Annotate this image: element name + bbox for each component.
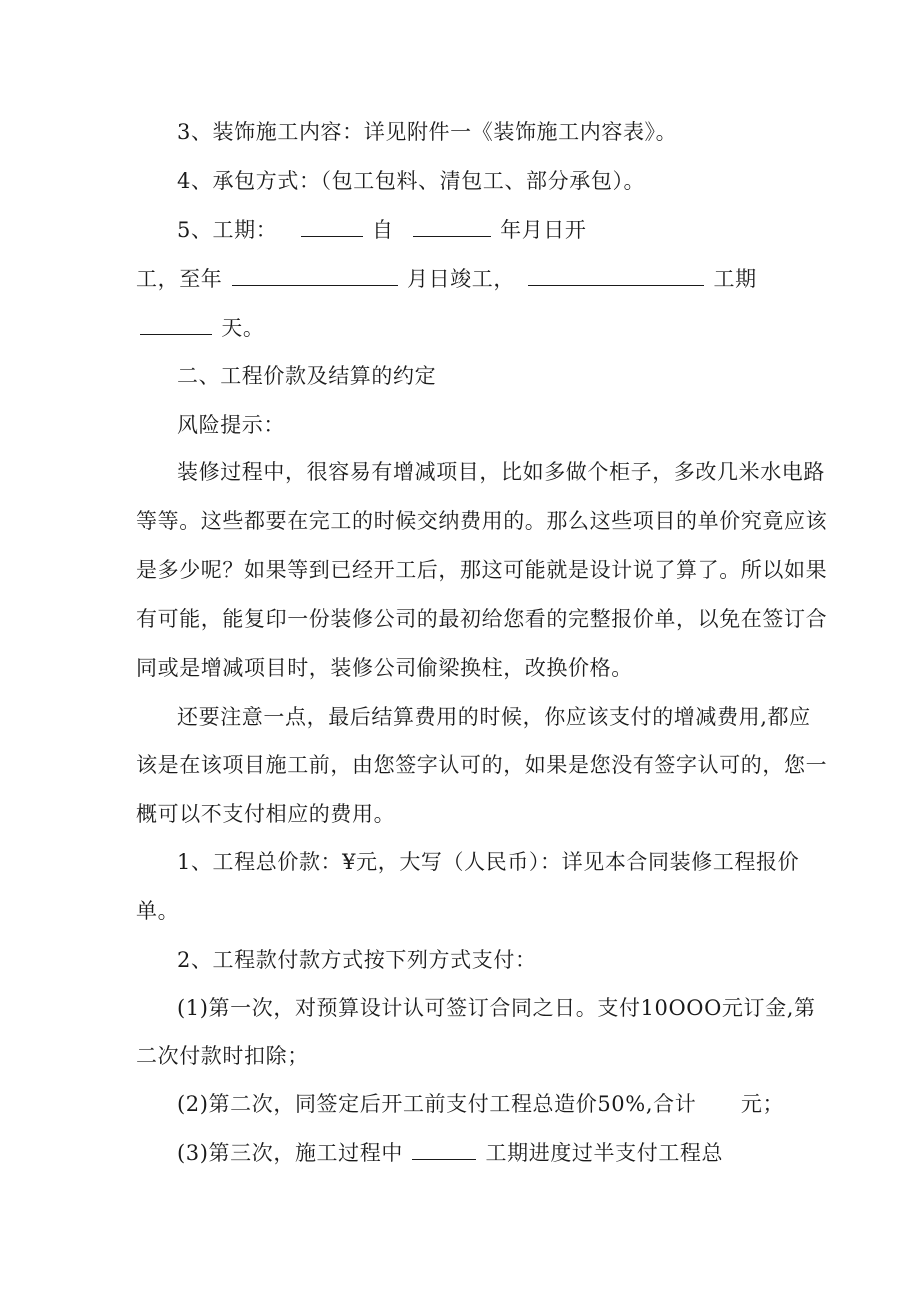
clause-5-duration (177, 214, 587, 245)
paragraph-line (136, 653, 633, 683)
line-text: 天。 (221, 316, 265, 340)
line-text: 工期 (713, 267, 757, 291)
line-text: 元； (740, 1092, 785, 1116)
blank-underline (140, 312, 212, 335)
line-text: 是多少呢？如果等到已经开工后，那这可能就是设计说了算了。所以如果 (136, 558, 828, 582)
clause-4-contract-method (177, 166, 645, 196)
line-text: (1)第一次，对预算设计认可签订合同之日。支付10OOO元订金,第 (177, 996, 816, 1020)
paragraph-line (136, 506, 827, 536)
line-text: 同或是增减项目时，装修公司偷梁换柱，改换价格。 (136, 656, 633, 680)
blank-underline (412, 1137, 476, 1160)
clause-2-payment-method (177, 945, 537, 975)
line-text: 有可能，能复印一份装修公司的最初给您看的完整报价单，以免在签订合 (136, 607, 828, 631)
line-text: 二次付款时扣除； (136, 1044, 309, 1068)
clause-5-duration-cont (136, 263, 757, 294)
paragraph-line (136, 555, 827, 585)
line-text: 装修过程中，很容易有增减项目，比如多做个柜子，多改几米水电路 (177, 460, 825, 484)
clause-3-decoration-content (177, 117, 677, 147)
paragraph-line (177, 702, 811, 732)
line-text: 工，至年 (136, 267, 223, 291)
payment-step-1-cont (136, 1041, 309, 1071)
line-text: 年月日开 (500, 218, 587, 242)
clause-5-duration-days (140, 312, 264, 343)
line-text: 4、承包方式：（包工包料、清包工、部分承包）。 (177, 169, 646, 193)
clause-1-total-price (177, 847, 799, 877)
line-text: 3、装饰施工内容：详见附件一《装饰施工内容表》。 (177, 120, 678, 144)
line-text: 该是在该项目施工前，由您签字认可的，如果是您没有签字认可的，您一 (136, 753, 828, 777)
payment-step-2 (177, 1089, 784, 1119)
line-text: 5、工期： (177, 218, 278, 242)
blank-underline (413, 214, 491, 237)
clause-1-total-price-cont (136, 896, 179, 926)
blank-underline (232, 263, 398, 286)
line-text: 自 (371, 218, 394, 242)
line-text: 概可以不支付相应的费用。 (136, 802, 396, 826)
risk-notice-label (177, 410, 285, 440)
line-text: 单。 (136, 899, 180, 923)
section-heading-price-settlement (177, 361, 436, 391)
line-text: 1、工程总价款：¥元，大写（人民币）：详见本合同装修工程报价 (177, 850, 800, 874)
line-text: (3)第三次，施工过程中 (177, 1141, 403, 1165)
blank-underline (528, 263, 704, 286)
paragraph-line (177, 457, 825, 487)
paragraph-line (136, 799, 395, 829)
line-text: 还要注意一点，最后结算费用的时候，你应该支付的增减费用,都应 (177, 705, 811, 729)
paragraph-line (136, 750, 827, 780)
line-text: 工期进度过半支付工程总 (485, 1141, 724, 1165)
line-text: 月日竣工， (406, 267, 515, 291)
payment-step-1 (177, 993, 816, 1023)
line-text: 2、工程款付款方式按下列方式支付： (177, 948, 537, 972)
paragraph-line (136, 604, 827, 634)
line-text: 等等。这些都要在完工的时候交纳费用的。那么这些项目的单价究竟应该 (136, 509, 828, 533)
payment-step-3 (177, 1137, 723, 1168)
line-text: (2)第二次，同签定后开工前支付工程总造价50%,合计 (177, 1092, 697, 1116)
line-text: 风险提示： (177, 413, 285, 437)
line-text: 二、工程价款及结算的约定 (177, 364, 437, 388)
blank-underline (301, 214, 363, 237)
